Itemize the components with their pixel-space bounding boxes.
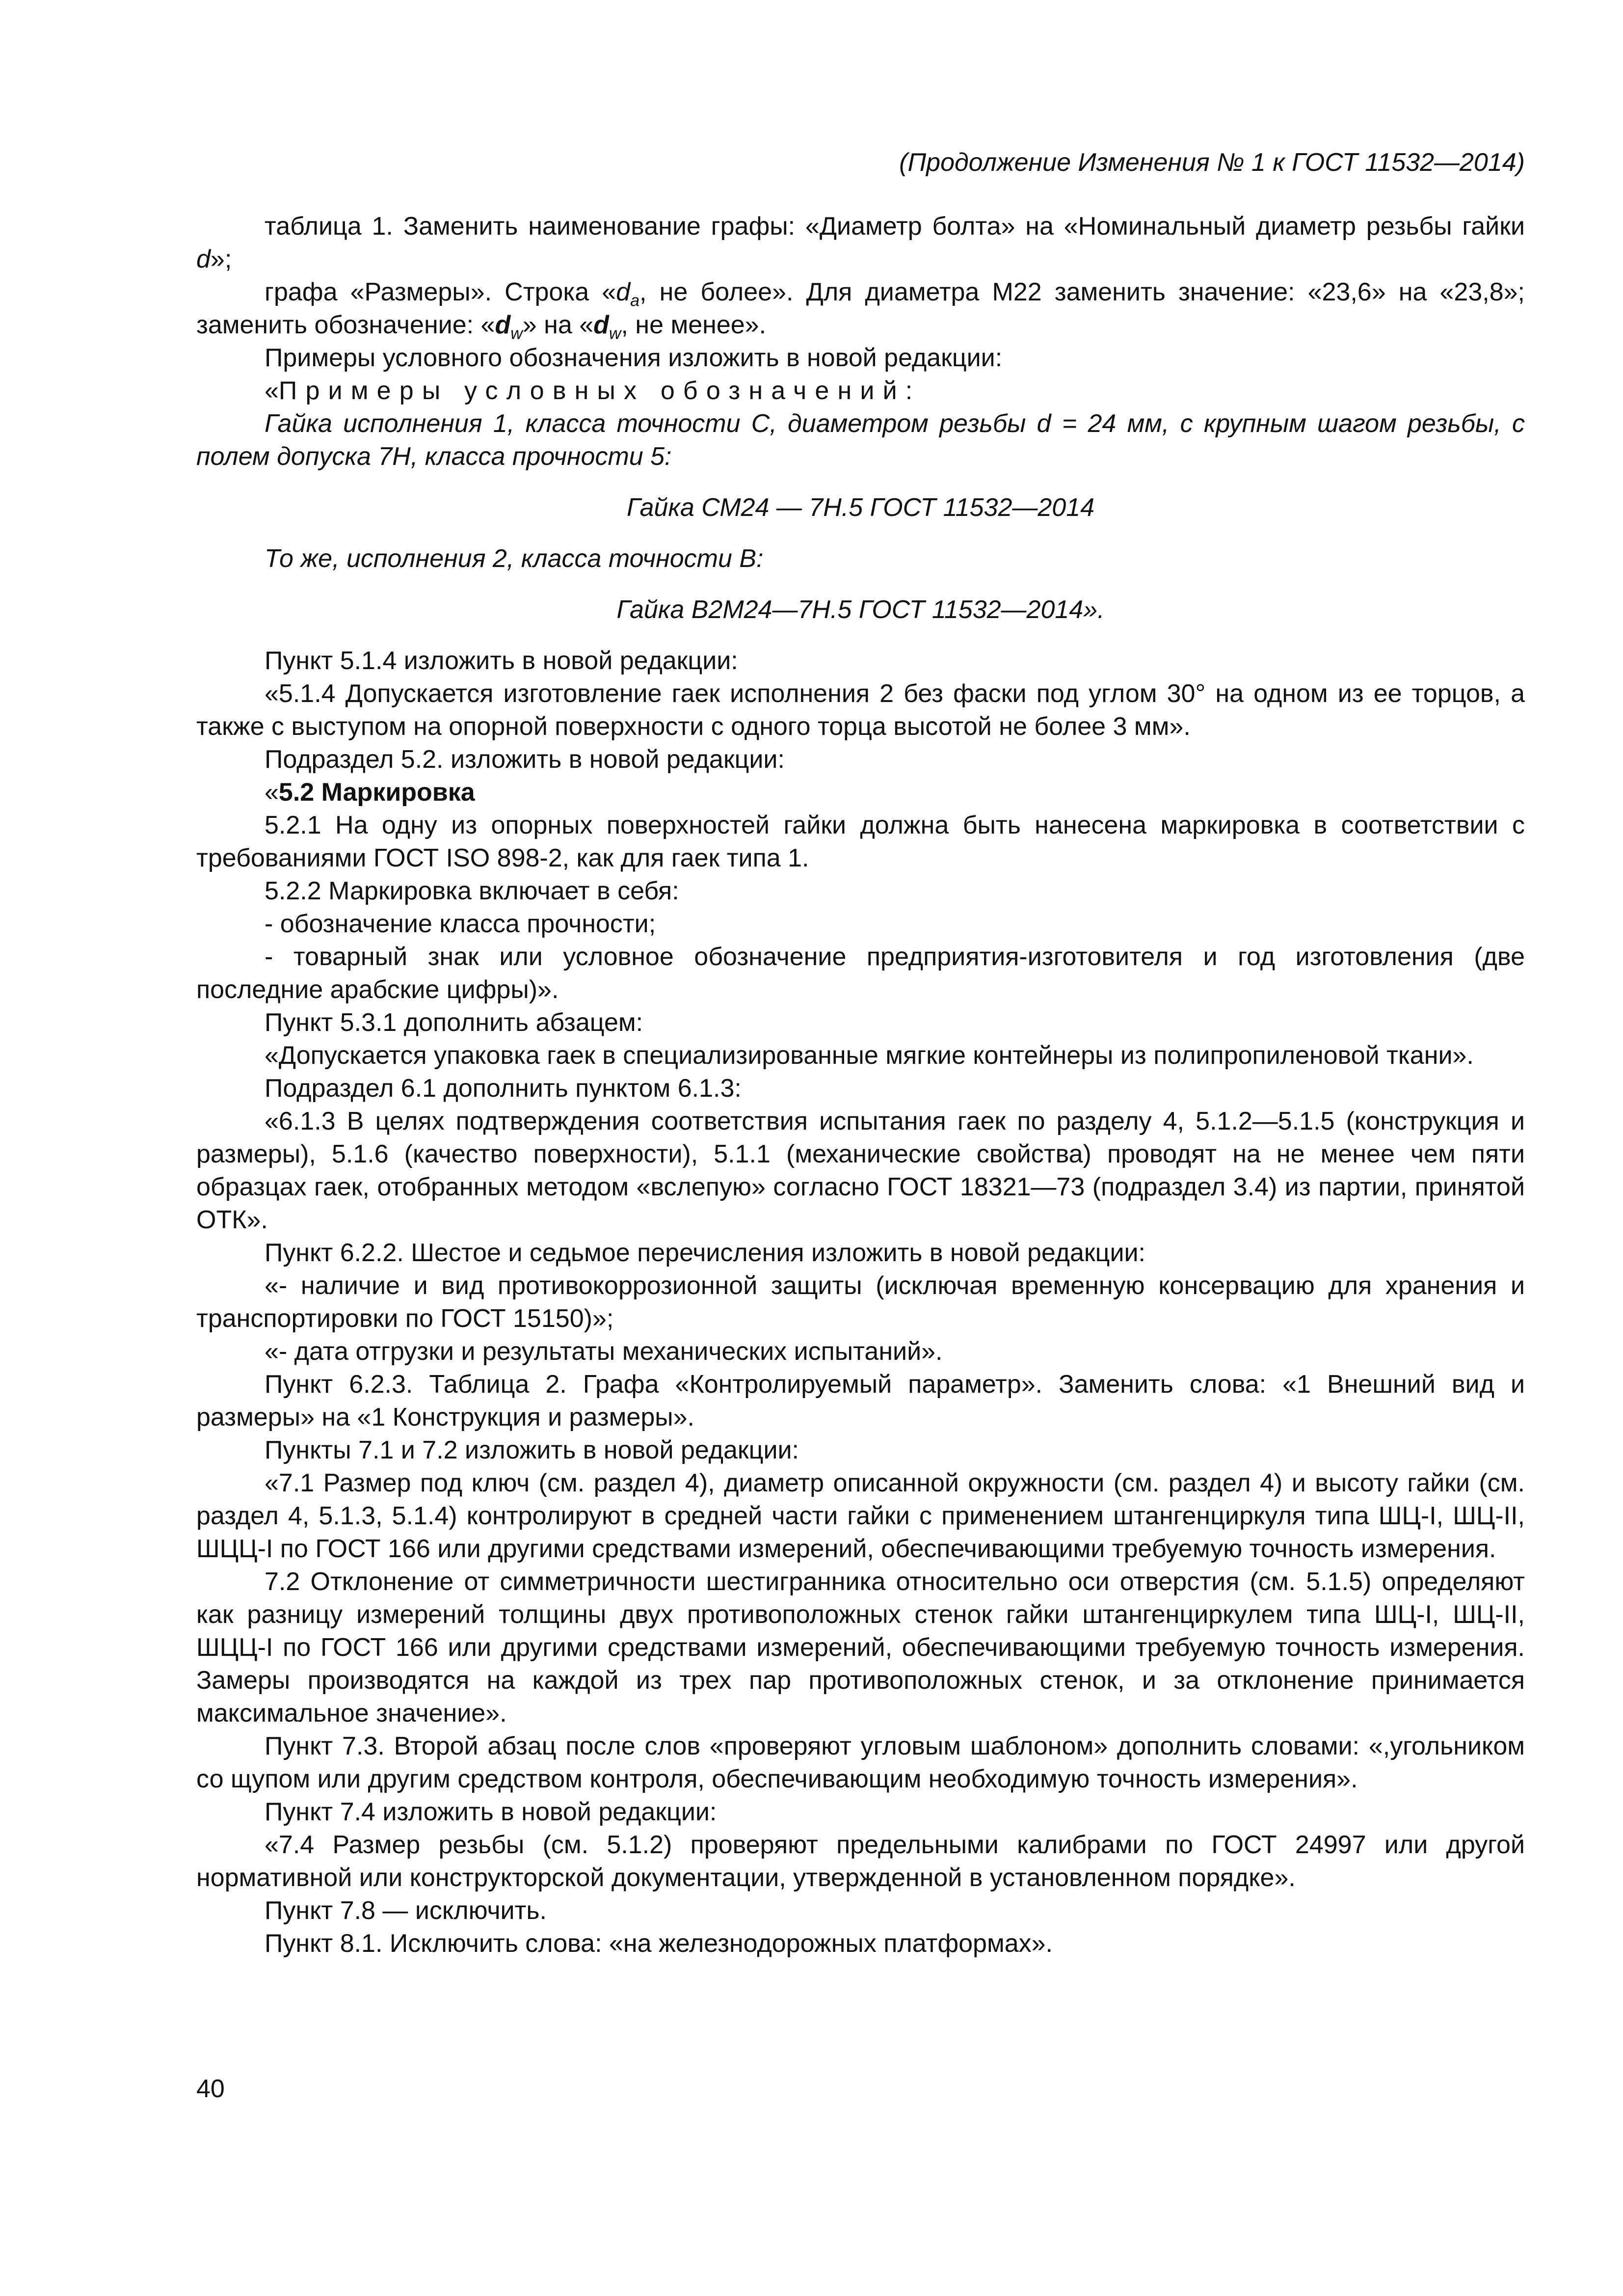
example-designation: Гайка В2М24—7Н.5 ГОСТ 11532—2014». bbox=[616, 595, 1105, 624]
page-number: 40 bbox=[196, 2075, 225, 2103]
running-header: (Продолжение Изменения № 1 к ГОСТ 11532—2014) bbox=[899, 148, 1525, 177]
paragraph: Пункт 7.3. Второй абзац после слов «проверяют угловым шаблоном» дополнить словами: «,угольником со щупом или другим средством контроля, обеспечивающим необходимую точность измерения». bbox=[196, 1732, 1525, 1793]
paragraph: 7.2 Отклонение от симметричности шестигранника относительно оси отверстия (см. 5.1.5) определяют как разницу измерений толщины двух противоположных стенок гайки штангенциркулем типа ШЦ-I, ШЦ-II, ШЦЦ-I по ГОСТ 166 или другими средствами измерений, обеспечивающими требуемую точность измерения. Замеры производятся на каждой из трех пар противоположных стенок, и за отклонение принимается максимальное значение». bbox=[196, 1567, 1525, 1728]
list-item: - обозначение класса прочности; bbox=[265, 910, 656, 938]
document-body bbox=[196, 210, 1525, 1960]
paragraph: «- дата отгрузки и результаты механических испытаний». bbox=[265, 1337, 943, 1366]
paragraph: Пункт 7.4 изложить в новой редакции: bbox=[265, 1798, 717, 1826]
paragraph: 5.2.2 Маркировка включает в себя: bbox=[265, 877, 679, 905]
paragraph: Подраздел 5.2. изложить в новой редакции: bbox=[265, 745, 785, 774]
paragraph: графа «Размеры». Строка «$d_a$, не более». Для диаметра М22 заменить значение: «23,6» на «23,8»; заменить обозначение: «$d_w$» на «$d_w$, не менее». bbox=[196, 278, 1525, 343]
paragraph: «7.1 Размер под ключ (см. раздел 4), диаметр описанной окружности (см. раздел 4) и высоту гайки (см. раздел 4, 5.1.3, 5.1.4) контролируют в средней части гайки с применением штангенциркуля типа ШЦ-I, ШЦ-II, ШЦЦ-I по ГОСТ 166 или другими средствами измерений, обеспечивающими требуемую точность измерения. bbox=[196, 1469, 1525, 1563]
paragraph: Подраздел 6.1 дополнить пунктом 6.1.3: bbox=[265, 1074, 742, 1103]
paragraph: Пункт 7.8 — исключить. bbox=[265, 1896, 547, 1925]
paragraph: 5.2.1 На одну из опорных поверхностей гайки должна быть нанесена маркировка в соответствии с требованиями ГОСТ ISO 898-2, как для гаек типа 1. bbox=[196, 811, 1525, 872]
paragraph: Пункт 6.2.2. Шестое и седьмое перечисления изложить в новой редакции: bbox=[265, 1239, 1145, 1267]
paragraph: «5.1.4 Допускается изготовление гаек исполнения 2 без фаски под углом 30° на одном из ее торцов, а также с выступом на опорной поверхности с одного торца высотой не более 3 мм». bbox=[196, 679, 1525, 741]
example-description: То же, исполнения 2, класса точности В: bbox=[265, 544, 764, 573]
example-designation: Гайка СМ24 — 7Н.5 ГОСТ 11532—2014 bbox=[626, 493, 1095, 522]
paragraph: «- наличие и вид противокоррозионной защиты (исключая временную консервацию для хранения и транспортировки по ГОСТ 15150)»; bbox=[196, 1271, 1525, 1333]
paragraph: Пункт 5.1.4 изложить в новой редакции: bbox=[265, 647, 738, 675]
paragraph: Пункт 5.3.1 дополнить абзацем: bbox=[265, 1008, 643, 1037]
paragraph: «7.4 Размер резьбы (см. 5.1.2) проверяют предельными калибрами по ГОСТ 24997 или другой нормативной или конструкторской документации, утвержденной в установленном порядке». bbox=[196, 1831, 1525, 1892]
paragraph: «Примеры условных обозначений: bbox=[265, 377, 913, 405]
paragraph: «Допускается упаковка гаек в специализированные мягкие контейнеры из полипропиленовой ткани». bbox=[265, 1041, 1474, 1070]
list-item: - товарный знак или условное обозначение предприятия-изготовителя и год изготовления (две последние арабские цифры)». bbox=[196, 943, 1525, 1004]
paragraph: Пункт 8.1. Исключить слова: «на железнодорожных платформах». bbox=[265, 1929, 1053, 1958]
paragraph: таблица 1. Заменить наименование графы: «Диаметр болта» на «Номинальный диаметр резьбы гайки d»; bbox=[196, 212, 1525, 273]
paragraph: «6.1.3 В целях подтверждения соответствия испытания гаек по разделу 4, 5.1.2—5.1.5 (конструкция и размеры), 5.1.6 (качество поверхности), 5.1.1 (механические свойства) проводят на не менее чем пяти образцах гаек, отобранных методом «вслепую» согласно ГОСТ 18321—73 (подраздел 3.4) из партии, принятой ОТК». bbox=[196, 1107, 1525, 1234]
paragraph: Примеры условного обозначения изложить в новой редакции: bbox=[265, 344, 1003, 372]
section-heading: «5.2 Маркировка bbox=[265, 778, 475, 807]
paragraph: Пункты 7.1 и 7.2 изложить в новой редакции: bbox=[265, 1436, 799, 1464]
example-description: Гайка исполнения 1, класса точности С, диаметром резьбы d = 24 мм, с крупным шагом резьбы, с полем допуска 7H, класса прочности 5: bbox=[196, 409, 1525, 471]
paragraph: Пункт 6.2.3. Таблица 2. Графа «Контролируемый параметр». Заменить слова: «1 Внешний вид и размеры» на «1 Конструкция и размеры». bbox=[196, 1370, 1525, 1432]
